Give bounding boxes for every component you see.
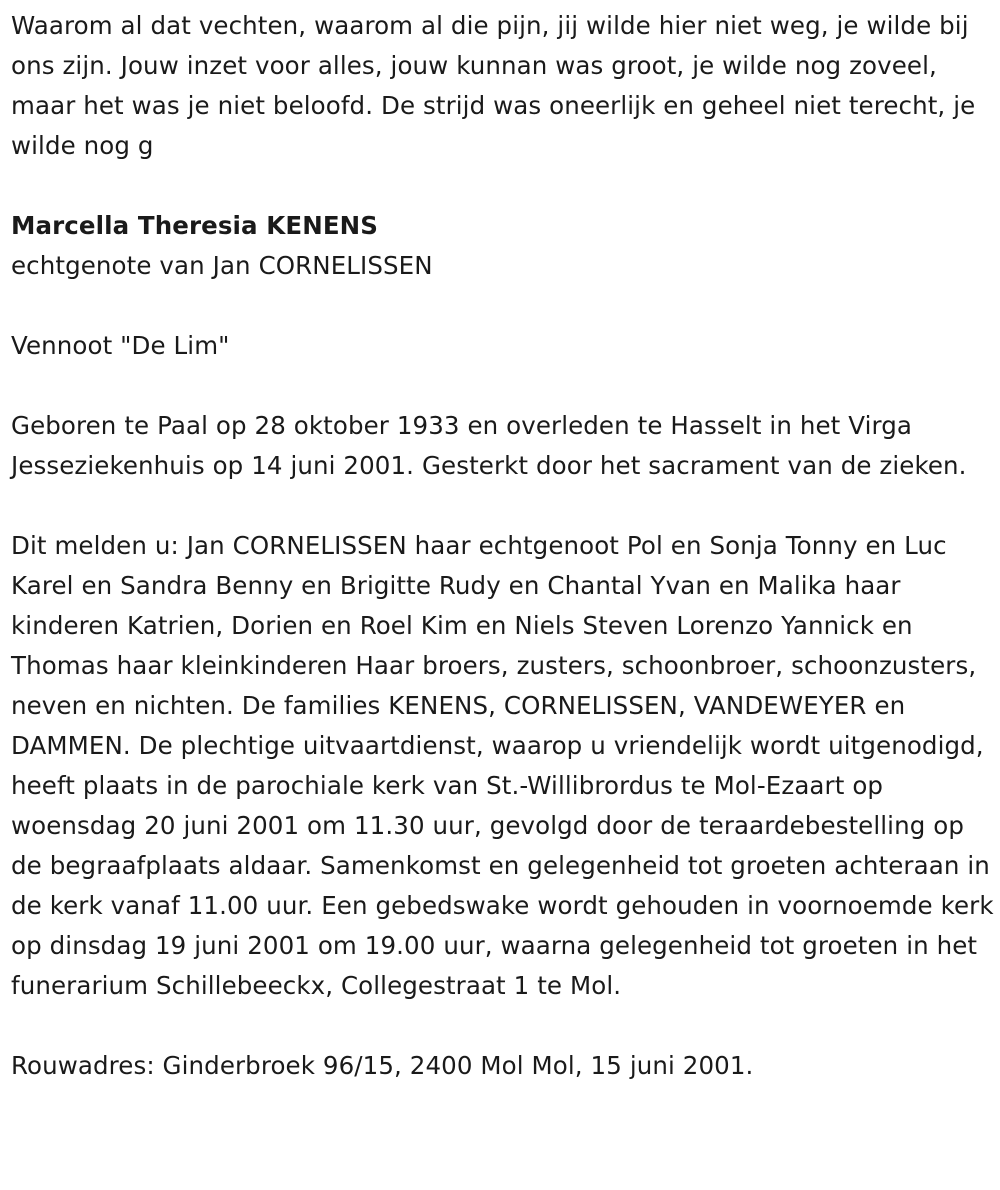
deceased-name: Marcella Theresia KENENS [11, 211, 379, 240]
spacer [11, 1006, 995, 1046]
spacer [11, 166, 995, 206]
spacer [11, 366, 995, 406]
obituary-document [11, 6, 995, 1086]
poem-paragraph: Waarom al dat vechten, waarom al die pijn, jij wilde hier niet weg, je wilde bij ons zijn. Jouw inzet voor alles, jouw kunnan was groot, je wilde nog zoveel, maar het was je niet beloofd. De strijd was oneerlijk en geheel niet terecht, je wilde nog g [11, 11, 976, 160]
mourning-address: Rouwadres: Ginderbroek 96/15, 2400 Mol Mol, 15 juni 2001. [11, 1051, 754, 1080]
spacer [11, 286, 995, 326]
spacer [11, 486, 995, 526]
birth-death-paragraph: Geboren te Paal op 28 oktober 1933 en overleden te Hasselt in het Virga Jesseziekenhuis op 14 juni 2001. Gesterkt door het sacrament van de zieken. [11, 411, 967, 480]
role-line: Vennoot "De Lim" [11, 331, 230, 360]
announcement-paragraph: Dit melden u: Jan CORNELISSEN haar echtgenoot Pol en Sonja Tonny en Luc Karel en Sandra Benny en Brigitte Rudy en Chantal Yvan en Malika haar kinderen Katrien, Dorien en Roel Kim en Niels Steven Lorenzo Yannick en Thomas haar kleinkinderen Haar broers, zusters, schoonbroer, schoonzusters, neven en nichten. De families KENENS, CORNELISSEN, VANDEWEYER en DAMMEN. De plechtige uitvaartdienst, waarop u vriendelijk wordt uitgenodigd, heeft plaats in de parochiale kerk van St.-Willibrordus te Mol-Ezaart op woensdag 20 juni 2001 om 11.30 uur, gevolgd door de teraardebestelling op de begraafplaats aldaar. Samenkomst en gelegenheid tot groeten achteraan in de kerk vanaf 11.00 uur. Een gebedswake wordt gehouden in voornoemde kerk op dinsdag 19 juni 2001 om 19.00 uur, waarna gelegenheid tot groeten in het funerarium Schillebeeckx, Collegestraat 1 te Mol. [11, 531, 994, 1000]
spouse-line: echtgenote van Jan CORNELISSEN [11, 251, 433, 280]
